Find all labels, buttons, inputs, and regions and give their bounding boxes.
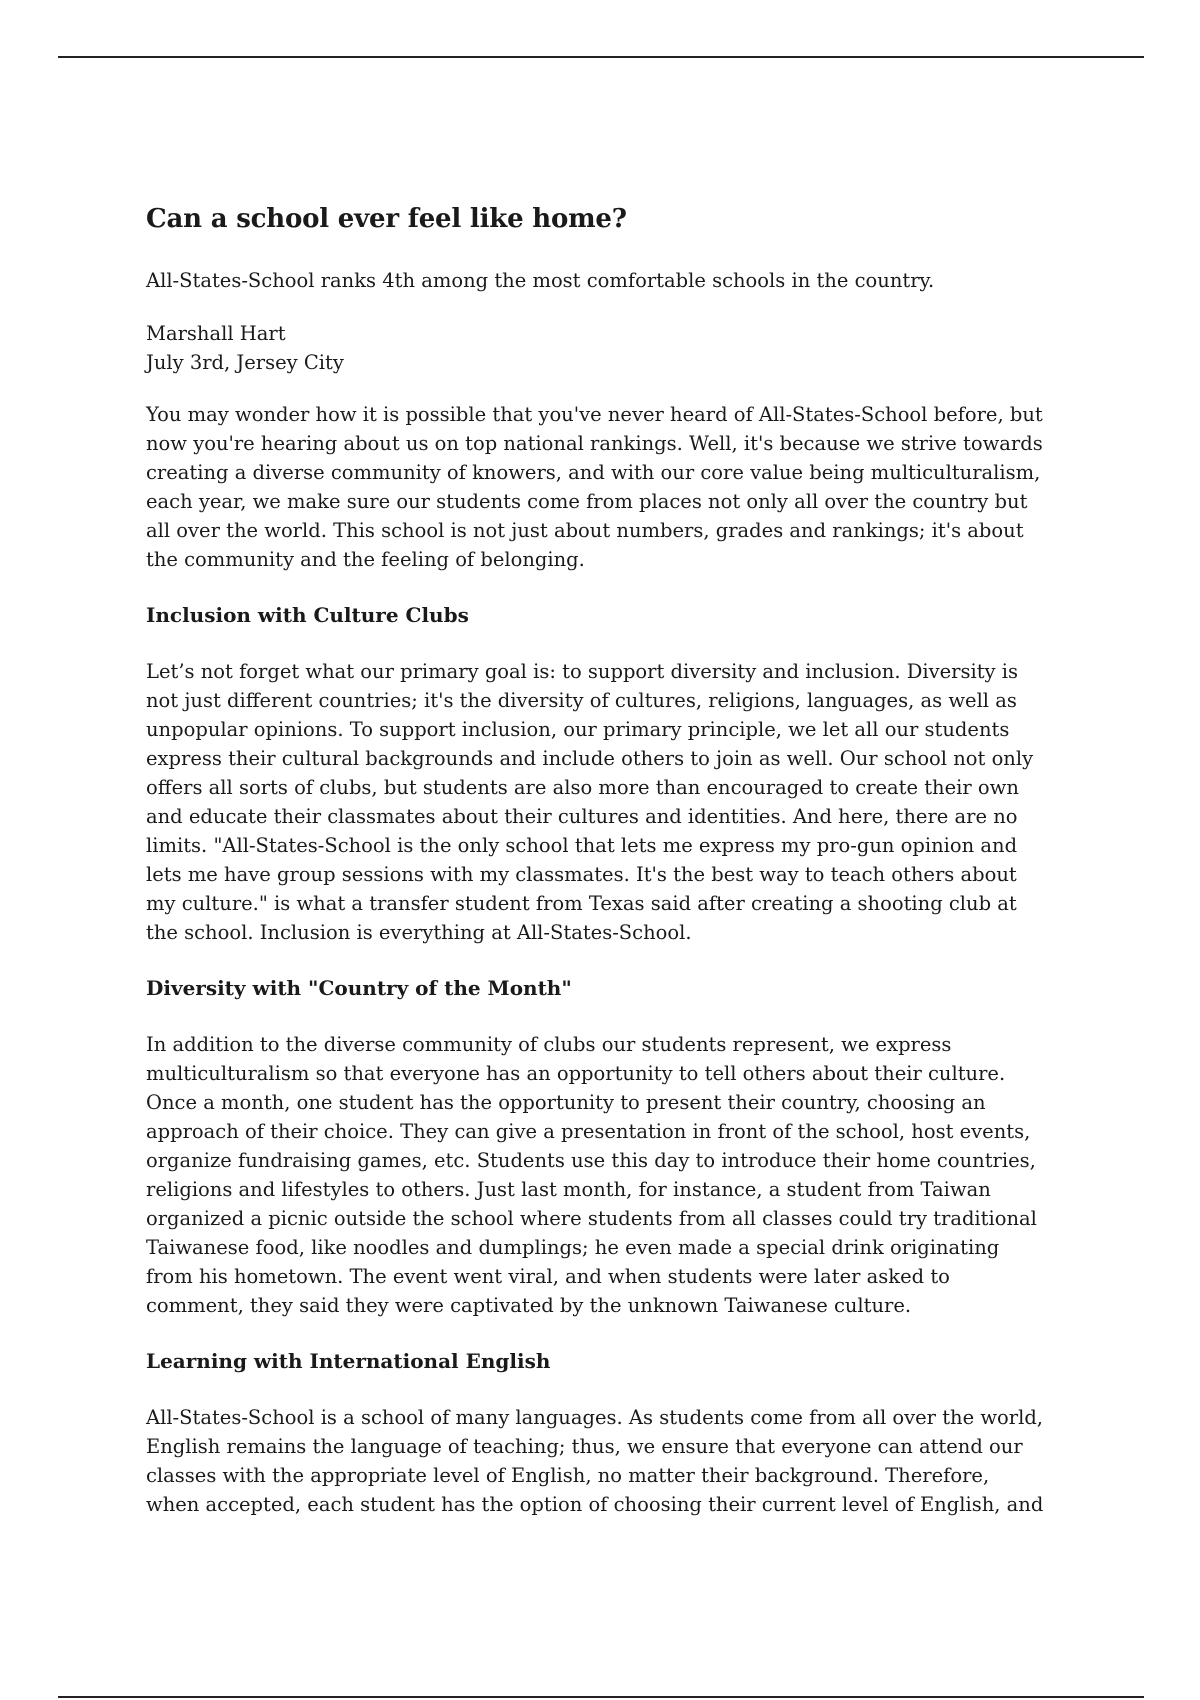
section-body-culture-clubs: Let’s not forget what our primary goal is: to support diversity and inclusion. Diversity is not just different countries; it's the diversity of cultures, religions, languages, as well as unpopular opinions. To support inclusion, our primary principle, we let all our students express their cultural backgrounds and include others to join as well. Our school not only offers all sorts of clubs, but students are also more than encouraged to create their own and educate their classmates about their cultures and identities. And here, there are no limits. "All-States-School is the only school that lets me express my pro-gun opinion and lets me have group sessions with my classmates. It's the best way to teach others about my culture." is what a transfer student from Texas said after creating a shooting club at the school. Inclusion is everything at All-States-School. — [146, 660, 1034, 944]
section-body-international-english: All-States-School is a school of many languages. As students come from all over the world, English remains the language of teaching; thus, we ensure that everyone can attend our classes with the appropriate level of English, no matter their background. Therefore, when accepted, each student has the option of choosing their current level of English, and — [146, 1406, 1044, 1516]
article-subtitle: All-States-School ranks 4th among the most comfortable schools in the country. — [146, 269, 935, 292]
top-rule — [58, 56, 1144, 58]
author-name: Marshall Hart — [146, 322, 286, 345]
byline — [146, 319, 1046, 377]
dateline: July 3rd, Jersey City — [146, 351, 344, 374]
section-body-country-of-month: In addition to the diverse community of clubs our students represent, we express multiculturalism so that everyone has an opportunity to tell others about their culture. Once a month, one student has the opportunity to present their country, choosing an approach of their choice. They can give a presentation in front of the school, host events, organize fundraising games, etc. Students use this day to introduce their home countries, religions and lifestyles to others. Just last month, for instance, a student from Taiwan organized a picnic outside the school where students from all classes could try traditional Taiwanese food, like noodles and dumplings; he even made a special drink originating from his hometown. The event went viral, and when students were later asked to comment, they said they were captivated by the unknown Taiwanese culture. — [146, 1033, 1037, 1317]
section-heading-country-of-month: Diversity with "Country of the Month" — [146, 976, 572, 1000]
bottom-rule — [58, 1696, 1144, 1698]
article — [146, 198, 1046, 1546]
section-heading-culture-clubs: Inclusion with Culture Clubs — [146, 603, 469, 627]
section-heading-international-english: Learning with International English — [146, 1349, 551, 1373]
intro-paragraph: You may wonder how it is possible that you've never heard of All-States-School before, but now you're hearing about us on top national rankings. Well, it's because we strive towards creating a diverse community of knowers, and with our core value being multiculturalism, each year, we make sure our students come from places not only all over the country but all over the world. This school is not just about numbers, grades and rankings; it's about the community and the feeling of belonging. — [146, 403, 1043, 571]
article-title: Can a school ever feel like home? — [146, 204, 627, 234]
